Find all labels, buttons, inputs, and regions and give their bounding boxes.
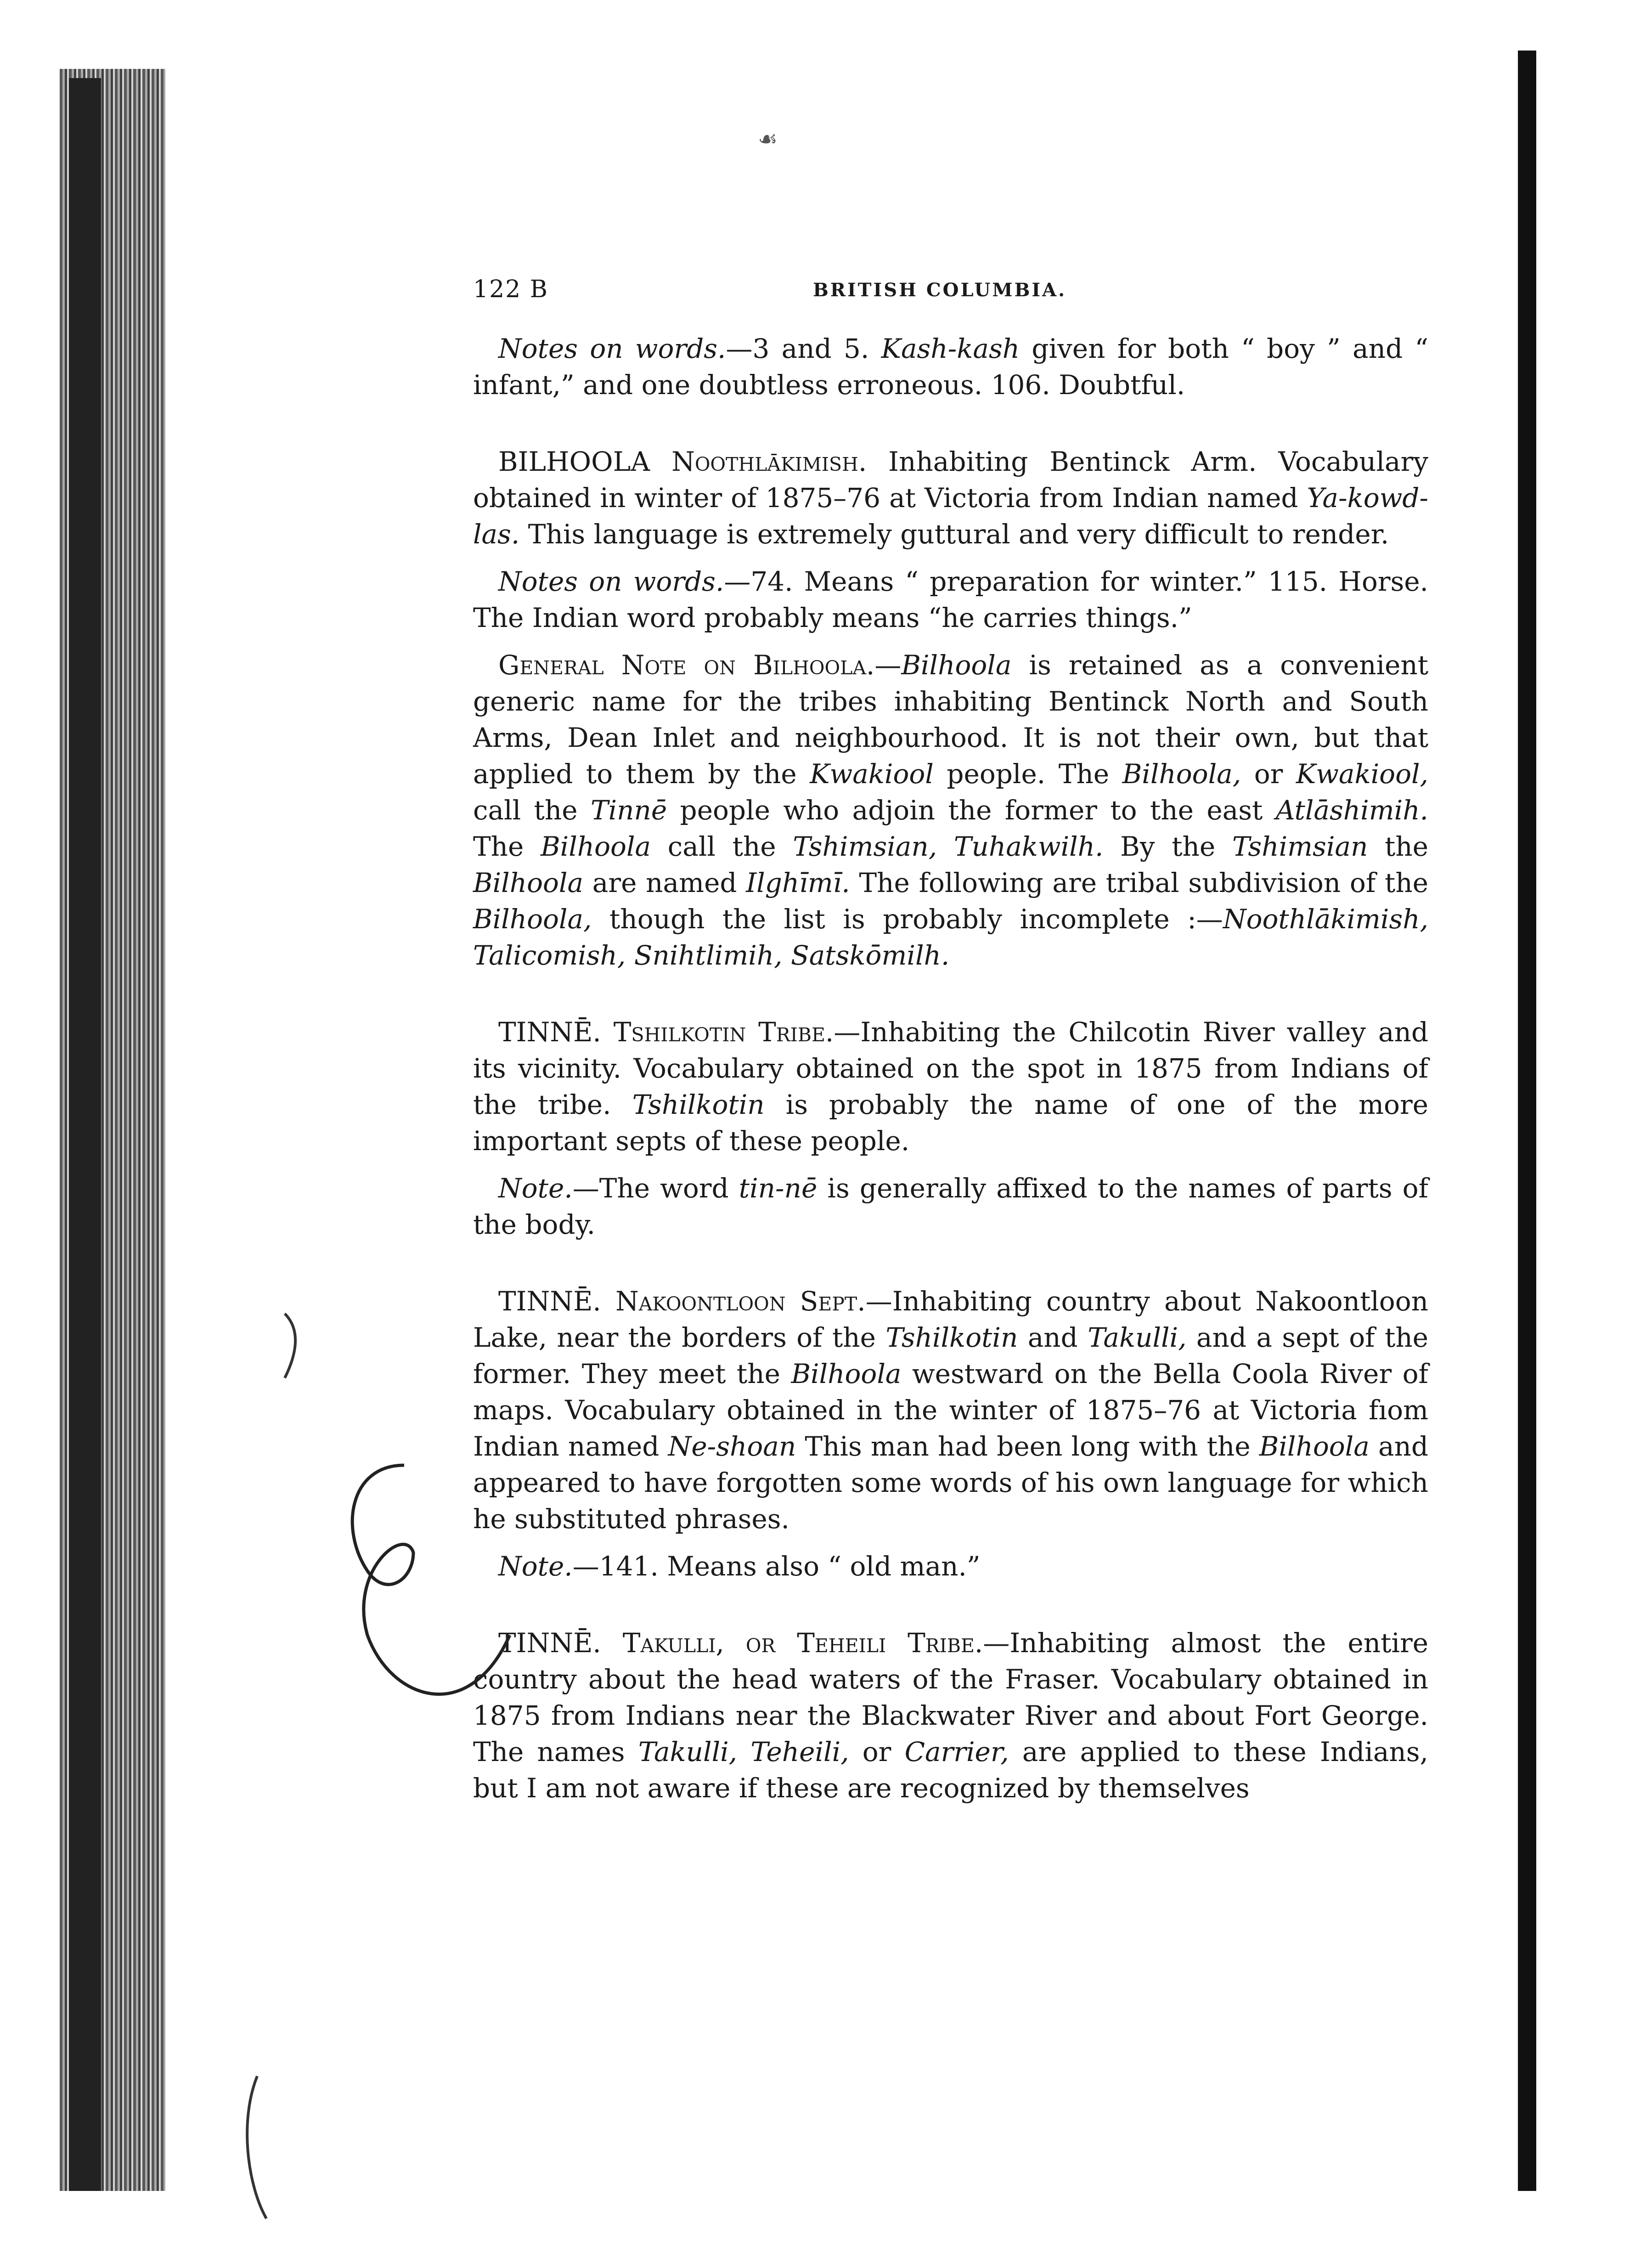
text-run: BILHOOLA bbox=[498, 446, 672, 477]
italic-run: Kwakiool, bbox=[1296, 758, 1428, 790]
scan-right-edge bbox=[1518, 51, 1536, 2191]
text-run: is generally affixed to the names of parts of the body. bbox=[473, 1173, 1428, 1240]
scan-binding-shadow bbox=[69, 78, 101, 2191]
italic-run: tin-nē bbox=[739, 1173, 818, 1204]
italic-run: Bilhoola bbox=[473, 867, 584, 898]
text-run: people. The bbox=[933, 758, 1122, 790]
italic-run: Note. bbox=[498, 1173, 573, 1204]
italic-run: Bilhoola bbox=[541, 831, 651, 862]
text-run: is probably the name of one of the more important septs of these people. bbox=[473, 1089, 1428, 1157]
italic-run: Bilhoola bbox=[1259, 1431, 1370, 1462]
text-run: The following are tribal subdivision of the bbox=[850, 867, 1428, 898]
text-run: TINNĒ. bbox=[498, 1627, 623, 1659]
text-run: or bbox=[849, 1736, 905, 1767]
paragraph-note-141 bbox=[473, 1548, 1428, 1585]
text-run: people who adjoin the former to the east bbox=[667, 795, 1276, 826]
italic-run: Bilhoola, bbox=[473, 903, 592, 935]
paragraph-nakoontloon bbox=[473, 1283, 1428, 1537]
italic-run: Ilghīmī. bbox=[746, 867, 850, 898]
paragraph-general-note bbox=[473, 647, 1428, 974]
text-run: and a sept of the former. They meet the bbox=[473, 1322, 1429, 1389]
text-run: —Inhabiting almost the entire country about the head waters of the Fraser. Vocabulary obtained in 1875 from Indians near the Blackwater River and about Fort George. The names bbox=[473, 1627, 1429, 1767]
italic-run: Takulli, bbox=[1088, 1322, 1187, 1353]
italic-run: Ne-shoan bbox=[668, 1431, 796, 1462]
text-run: the bbox=[1368, 831, 1428, 862]
library-stamp-icon: ☙ bbox=[758, 126, 778, 152]
text-run: given for both “ boy ” and “ infant,” and one doubtless erroneous. 106. Doubtful. bbox=[473, 333, 1428, 401]
text-run: —3 and 5. bbox=[726, 333, 881, 364]
small-caps-run: Nakoontloon Sept. bbox=[615, 1286, 866, 1317]
text-run: This language is extremely guttural and very difficult to render. bbox=[519, 519, 1389, 550]
italic-run: Ya-kowd-las. bbox=[473, 482, 1428, 550]
paragraph-notes-on-words-1 bbox=[473, 331, 1428, 403]
text-run: and bbox=[1018, 1322, 1088, 1353]
paragraph-notes-on-words-2 bbox=[473, 564, 1428, 636]
page-body bbox=[473, 331, 1428, 1806]
italic-run: Bilhoola bbox=[791, 1358, 902, 1389]
text-run: This man had been long with the bbox=[796, 1431, 1259, 1462]
text-run: —Inhabiting country about Nakoontloon Lake, near the borders of the bbox=[473, 1286, 1429, 1353]
text-run: or bbox=[1241, 758, 1296, 790]
italic-run: Atlāshimih. bbox=[1275, 795, 1428, 826]
text-run: The bbox=[473, 831, 541, 862]
text-run: TINNĒ. bbox=[498, 1286, 615, 1317]
small-caps-run: General Note on Bilhoola. bbox=[498, 649, 875, 681]
text-run: are named bbox=[583, 867, 746, 898]
italic-run: Tshilkotin bbox=[632, 1089, 765, 1120]
text-run: is retained as a convenient generic name for the tribes inhabiting Bentinck North and South Arms, Dean Inlet and neighbourhood. It is not their own, but that applied to them by the bbox=[473, 649, 1428, 790]
text-run: call the bbox=[473, 795, 591, 826]
text-run: though the list is probably incomplete :— bbox=[592, 903, 1223, 935]
text-run: and appeared to have forgotten some words of his own language for which he substituted phrases. bbox=[473, 1431, 1429, 1535]
text-run: — bbox=[874, 649, 902, 681]
italic-run: Kwakiool bbox=[810, 758, 934, 790]
paragraph-note-tinne bbox=[473, 1170, 1428, 1243]
paragraph-takulli bbox=[473, 1625, 1428, 1806]
italic-run: Bilhoola bbox=[901, 649, 1012, 681]
italic-run: Kash-kash bbox=[881, 333, 1020, 364]
italic-run: Notes on words. bbox=[498, 333, 726, 364]
running-head: BRITISH COLUMBIA. bbox=[813, 279, 1067, 301]
pen-margin-mark bbox=[285, 1314, 295, 1378]
paragraph-bilhoola bbox=[473, 444, 1428, 553]
italic-run: Notes on words. bbox=[498, 566, 724, 597]
text-run: —Inhabiting the Chilcotin River valley and its vicinity. Vocabulary obtained on the spot in 1875 from Indians of the tribe. bbox=[473, 1016, 1428, 1120]
small-caps-run: Tshilkotin Tribe. bbox=[613, 1016, 834, 1048]
text-run: By the bbox=[1103, 831, 1232, 862]
paragraph-tshilkotin bbox=[473, 1014, 1428, 1159]
text-run: westward on the Bella Coola River of maps. Vocabulary obtained in the winter of 1875–76 at Victoria fıom Indian named bbox=[473, 1358, 1428, 1462]
italic-run: Tinnē bbox=[590, 795, 667, 826]
italic-run: Bilhoola, bbox=[1122, 758, 1241, 790]
italic-run: Carrier, bbox=[904, 1736, 1009, 1767]
italic-run: Tshimsian, Tuhakwilh. bbox=[793, 831, 1104, 862]
page-header bbox=[473, 276, 1428, 312]
text-run: call the bbox=[651, 831, 793, 862]
italic-run: Note. bbox=[498, 1551, 573, 1582]
italic-run: Tshilkotin bbox=[885, 1322, 1018, 1353]
text-run: —74. Means “ preparation for winter.” 115. Horse. The Indian word probably means “he carries things.” bbox=[473, 566, 1428, 633]
text-run: —141. Means also “ old man.” bbox=[572, 1551, 981, 1582]
italic-run: Noothlākimish, Talicomish, Snihtlimih, Satskōmilh. bbox=[473, 903, 1428, 971]
text-run: TINNĒ. bbox=[498, 1016, 614, 1048]
text-run: are applied to these Indians, but I am not aware if these are recognized by themselves bbox=[473, 1736, 1428, 1804]
small-caps-run: Noothlākimish. bbox=[671, 446, 867, 477]
pen-bottom-mark bbox=[247, 2076, 266, 2218]
italic-run: Takulli, Teheili, bbox=[638, 1736, 849, 1767]
text-run: —The word bbox=[572, 1173, 739, 1204]
page-number: 122 B bbox=[473, 276, 548, 303]
text-run: Inhabiting Bentinck Arm. Vocabulary obtained in winter of 1875–76 at Victoria from Indian named bbox=[473, 446, 1428, 514]
italic-run: Tshimsian bbox=[1232, 831, 1368, 862]
small-caps-run: Takulli, or Teheili Tribe. bbox=[622, 1627, 983, 1659]
